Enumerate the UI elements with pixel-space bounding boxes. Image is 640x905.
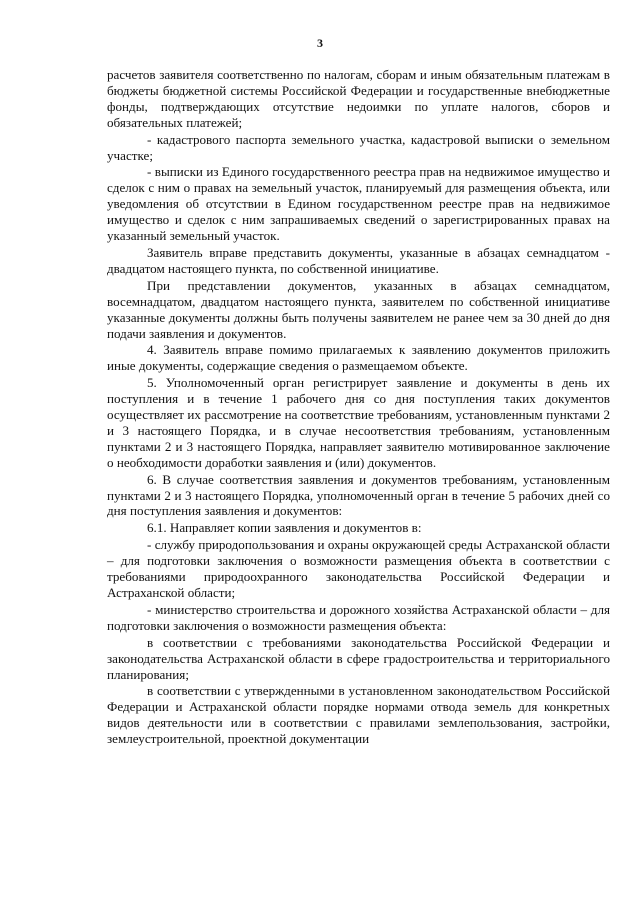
paragraph-continuation: расчетов заявителя соответственно по налогам, сборам и иным обязательным платежам в бюджеты бюджетной системы Российской Федерации и государственные внебюджетные фонды, подтверждающих отсутствие недоимки по уплате налогов, сборов и обязательных платежей; xyxy=(107,67,610,130)
paragraph-item-4: 4. Заявитель вправе помимо прилагаемых к заявлению документов приложить иные документы, содержащие сведения о размещаемом объекте. xyxy=(107,342,610,374)
paragraph-cadastral-passport: - кадастрового паспорта земельного участка, кадастровой выписки о земельном участке; xyxy=(107,131,610,163)
document-body xyxy=(107,67,610,747)
paragraph-item-6: 6. В случае соответствия заявления и документов требованиям, установленным пунктами 2 и 3 настоящего Порядка, уполномоченный орган в течение 5 рабочих дней со дня поступления заявления и документов: xyxy=(107,471,610,519)
paragraph-own-initiative: При представлении документов, указанных в абзацах семнадцатом, восемнадцатом, двадцатом настоящего пункта, заявителем по собственной инициативе указанные документы должны быть получены заявителем не ранее чем за 30 дней до дня подачи заявления и документов. xyxy=(107,277,610,341)
paragraph-urban-planning: в соответствии с требованиями законодательства Российской Федерации и законодательства Астраханской области в сфере градостроительства и территориального планирования; xyxy=(107,634,610,682)
paragraph-construction-ministry: - министерство строительства и дорожного хозяйства Астраханской области – для подготовки заключения о возможности размещения объекта: xyxy=(107,601,610,633)
paragraph-item-6-1: 6.1. Направляет копии заявления и документов в: xyxy=(147,520,422,536)
paragraph-item-5: 5. Уполномоченный орган регистрирует заявление и документы в день их поступления и в течение 1 рабочего дня со дня поступления таких документов осуществляет их рассмотрение на соответствие требованиям, установленным пунктами 2 и 3 настоящего Порядка, и в случае несоответствия требованиям, установленным пунктами 2 и 3 настоящего Порядка, направляет заявителю мотивированное заключение о необходимости доработки заявления и (или) документов. xyxy=(107,375,610,470)
paragraph-land-norms: в соответствии с утвержденными в установленном законодательством Российской Федерации и Астраханской области порядке нормами отвода земель для конкретных видов деятельности или в соответствии с правилами землепользования, застройки, землеустроительной, проектной документации xyxy=(107,683,610,747)
paragraph-nature-service: - службу природопользования и охраны окружающей среды Астраханской области – для подготовки заключения о возможности размещения объекта в соответствии с требованиями природоохранного законодательства Российской Федерации и Астраханской области; xyxy=(107,537,610,600)
page-number: 3 xyxy=(317,36,323,50)
paragraph-applicant-right: Заявитель вправе представить документы, указанные в абзацах семнадцатом - двадцатом настоящего пункта, по собственной инициативе. xyxy=(107,244,610,276)
paragraph-egrp-extract: - выписки из Единого государственного реестра прав на недвижимое имущество и сделок с ним о правах на земельный участок, планируемый для размещения объекта, или уведомления об отсутствии в Едином государственном реестре прав на недвижимое имущество и сделок с ним запрашиваемых сведений о зарегистрированных правах на указанный земельный участок. xyxy=(107,164,610,244)
